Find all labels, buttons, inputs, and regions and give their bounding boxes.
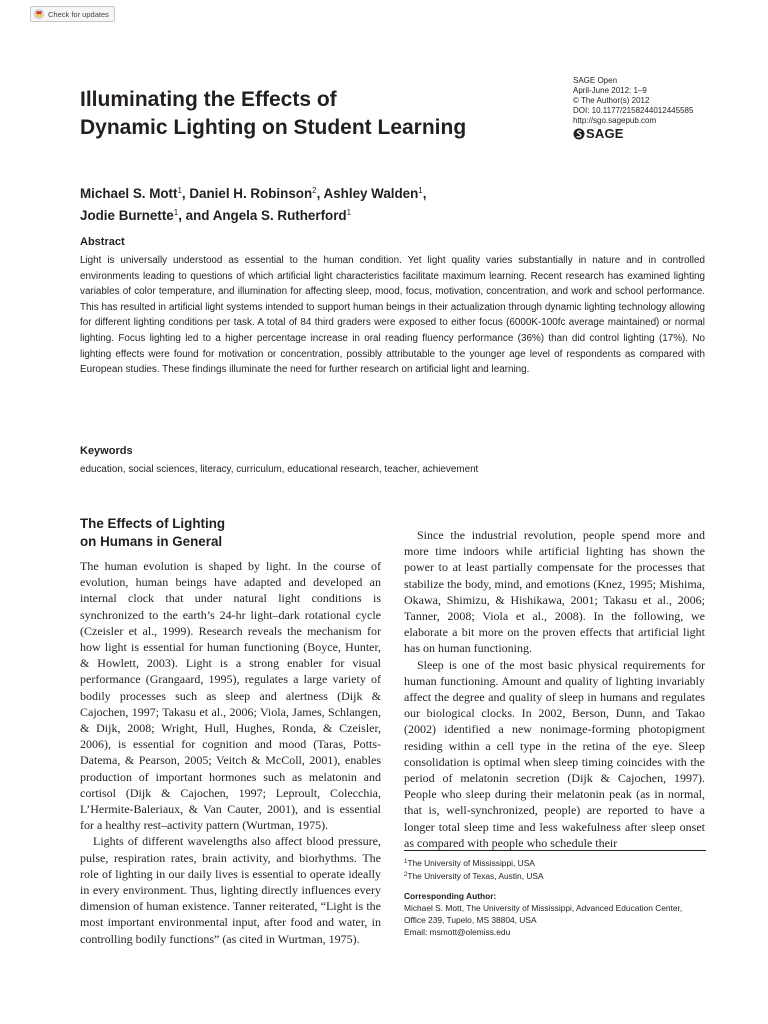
section-heading <box>80 515 380 551</box>
affiliation-number: 1 <box>404 859 408 865</box>
footnotes <box>404 856 709 938</box>
corresponding-email[interactable]: Email: msmott@olemiss.edu <box>404 927 511 937</box>
corresponding-address-line-2: Office 239, Tupelo, MS 38804, USA <box>404 915 537 925</box>
affiliation-text: The University of Texas, Austin, USA <box>407 871 544 881</box>
affiliation-number: 2 <box>404 872 408 878</box>
author-name: Daniel H. Robinson <box>189 186 313 201</box>
journal-doi[interactable]: DOI: 10.1177/2158244012445585 <box>573 106 694 115</box>
affiliation-1 <box>404 856 709 869</box>
title-line-2: Dynamic Lighting on Student Learning <box>80 116 467 139</box>
author-separator: , <box>422 186 427 201</box>
section-heading-line-2: on Humans in General <box>80 534 223 549</box>
crossmark-icon <box>34 9 44 19</box>
keywords-text: education, social sciences, literacy, curriculum, educational research, teacher, achievement <box>80 464 479 475</box>
author-name: Michael S. Mott <box>80 186 178 201</box>
article-title <box>80 86 550 142</box>
section-heading-line-1: The Effects of Lighting <box>80 516 226 531</box>
keywords-heading: Keywords <box>80 445 133 457</box>
check-for-updates-button[interactable] <box>30 6 115 22</box>
author-affiliation: 1 <box>346 208 352 217</box>
author-list <box>80 181 550 225</box>
check-for-updates-label: Check for updates <box>48 9 109 19</box>
journal-name: SAGE Open <box>573 76 618 85</box>
author-separator: , <box>316 186 324 201</box>
body-paragraph: Since the industrial revolution, people spend more and more time indoors while artificial lighting has shown the power to at least partially compensate for the processes that stabilize the body, mind, and emotions (Knez, 1995; Mishima, Okawa, Shimizu, & Hishikawa, 2001; Takasu et al., 2006; Tanner, 2008; Viola et al., 2008). In the following, we elaborate a bit more on the proven effects that artificial light has on human functioning. <box>404 528 705 656</box>
publisher-logo-text: SAGE <box>586 126 624 141</box>
publisher-logo <box>573 128 753 140</box>
body-paragraph: The human evolution is shaped by light. In the course of evolution, human beings have adapted and developed an internal clock that under natural light conditions is synchronized to the earth’s 24-hr light–dark rotational cycle (Czeisler et al., 1999). Research reveals the mechanism for how light is essential for human functioning (Boyce, Hunter, & Howlett, 2003). Light is a strong enabler for visual performance (Grangaard, 1995), regulates a large variety of bodily processes such as sleep and alertness (Dijk & Cajochen, 1997; Takasu et al., 2006; Viola, James, Schlangen, & Dijk, 2008; Wright, Hull, Hughes, Ronda, & Czeisler, 2006), is essential for cognition and mood (Taras, Potts-Datema, & Pearson, 2005; Veitch & McColl, 2001), enables production of important hormones such as melatonin and cortisol (Dijk & Cajochen, 1997; Leproult, Colecchia, L’Hermite-Baleriaux, & Van Cauter, 2001), and is essential for a healthy rest–activity pattern (Wurtman, 1975). <box>80 559 381 833</box>
corresponding-author-heading: Corresponding Author: <box>404 891 497 901</box>
author-name: Angela S. Rutherford <box>212 208 347 223</box>
author-affiliation: 1 <box>177 186 182 195</box>
journal-issue: April-June 2012: 1–9 <box>573 86 647 95</box>
body-column-left <box>80 558 381 947</box>
author-affiliation: 1 <box>418 186 423 195</box>
journal-url[interactable]: http://sgo.sagepub.com <box>573 116 657 125</box>
body-paragraph: Sleep is one of the most basic physical requirements for human functioning. Amount and quality of lighting invariably affect the degree and quality of sleep in humans and regulates our biological clocks. In 2002, Berson, Dunn, and Takao (2002) identified a new nonimage-forming photopigment residing within a cell type in the retina of the eye. Sleep consolidation is optimal when sleep timing coincides with the period of melatonin secretion (Dijk & Cajochen, 1997). People who sleep during their melatonin peak (as in normal, that is, well-synchronized, people) are reported to have a longer total sleep time and less wakefulness after sleep onset as compared with people who schedule their <box>404 657 705 850</box>
author-name: Ashley Walden <box>323 186 419 201</box>
journal-copyright: © The Author(s) 2012 <box>573 96 650 105</box>
author-name: Jodie Burnette <box>80 208 174 223</box>
body-column-right <box>404 527 705 851</box>
affiliation-2 <box>404 869 709 882</box>
affiliation-text: The University of Mississippi, USA <box>407 858 535 868</box>
author-separator: , <box>181 186 190 201</box>
author-separator: , and <box>178 208 213 223</box>
corresponding-address-line-1: Michael S. Mott, The University of Mississippi, Advanced Education Center, <box>404 903 683 913</box>
author-affiliation: 1 <box>173 208 179 217</box>
journal-info <box>573 76 753 140</box>
author-affiliation: 2 <box>312 186 317 195</box>
abstract-heading: Abstract <box>80 236 125 248</box>
abstract-text: Light is universally understood as essential to the human condition. Yet light quality varies substantially in nature and in controlled environments leading to questions of which artificial light characteristics facilitate maximum learning. Recent research has examined lighting variables of color temperature, and illumination for affecting sleep, mood, focus, motivation, concentration, and work and school performance. This has resulted in artificial light systems intended to support human beings in their actualization through dynamic lighting technology allowing for different lighting conditions per task. A total of 84 third graders were exposed to either focus (6000K-100fc average maintained) or normal lighting. Focus lighting led to a higher percentage increase in oral reading fluency performance (36%) than did control lighting (17%). No lighting effects were found for motivation or concentration, possibly attributable to the younger age level of respondents as compared with European studies. These findings illuminate the need for further research on artificial light and learning. <box>80 255 705 376</box>
body-paragraph: Lights of different wavelengths also affect blood pressure, pulse, respiration rates, brain activity, and biorhythms. The role of lighting in our daily lives is essential to operate ideally in every environment. Thus, lighting directly influences every dimension of human existence. Tanner reiterated, “Light is the most important environmental input, after food and water, in controlling bodily functions” (as cited in Wurtman, 1975). <box>80 834 381 946</box>
sage-logo-icon <box>573 128 585 140</box>
title-line-1: Illuminating the Effects of <box>80 88 337 111</box>
footnote-divider <box>404 850 706 851</box>
